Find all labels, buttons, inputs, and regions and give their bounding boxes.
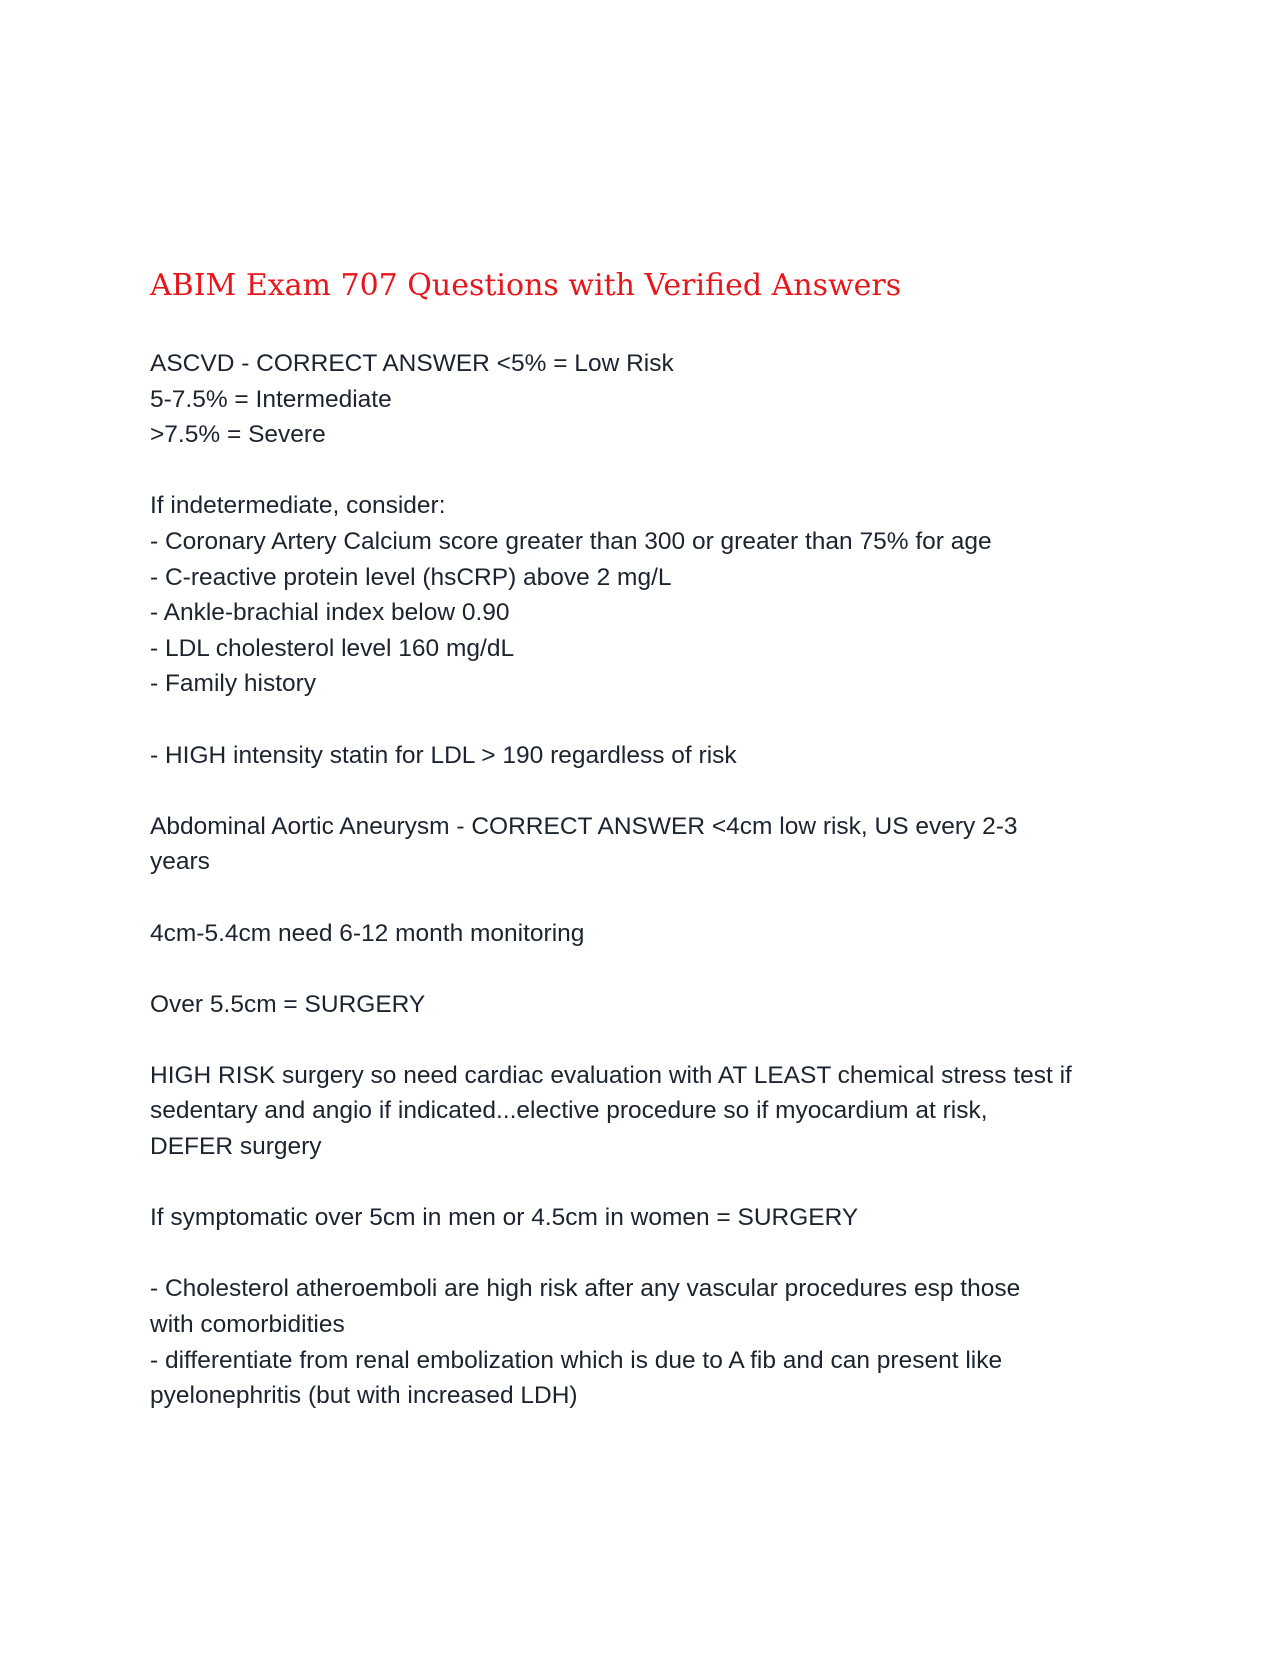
blank-line: [150, 773, 1140, 809]
text-line: Abdominal Aortic Aneurysm - CORRECT ANSWER <4cm low risk, US every 2-3: [150, 812, 1018, 840]
blank-line: [150, 880, 1140, 916]
document-body: [150, 346, 1140, 1414]
text-line: - C-reactive protein level (hsCRP) above 2 mg/L: [150, 563, 672, 591]
text-line: Over 5.5cm = SURGERY: [150, 990, 426, 1018]
text-line: - HIGH intensity statin for LDL > 190 regardless of risk: [150, 741, 737, 769]
text-line: - Coronary Artery Calcium score greater than 300 or greater than 75% for age: [150, 527, 992, 555]
text-line: 4cm-5.4cm need 6-12 month monitoring: [150, 919, 585, 947]
document-title: ABIM Exam 707 Questions with Verified Answers: [150, 268, 902, 303]
text-line: If indetermediate, consider:: [150, 492, 446, 520]
blank-line: [150, 453, 1140, 489]
blank-line: [150, 1236, 1140, 1272]
text-line: pyelonephritis (but with increased LDH): [150, 1382, 578, 1410]
text-line: with comorbidities: [150, 1311, 345, 1339]
text-line: sedentary and angio if indicated...elective procedure so if myocardium at risk,: [150, 1097, 988, 1125]
text-line: >7.5% = Severe: [150, 421, 326, 449]
blank-line: [150, 1022, 1140, 1058]
text-line: - differentiate from renal embolization which is due to A fib and can present like: [150, 1346, 1003, 1374]
text-line: ASCVD - CORRECT ANSWER <5% = Low Risk: [150, 350, 674, 377]
text-line: - Family history: [150, 670, 317, 698]
text-line: If symptomatic over 5cm in men or 4.5cm in women = SURGERY: [150, 1204, 859, 1232]
text-line: - LDL cholesterol level 160 mg/dL: [150, 634, 515, 662]
text-line: years: [150, 848, 210, 876]
text-line: - Cholesterol atheroemboli are high risk after any vascular procedures esp those: [150, 1275, 1021, 1303]
blank-line: [150, 1165, 1140, 1201]
blank-line: [150, 702, 1140, 738]
text-line: DEFER surgery: [150, 1133, 322, 1161]
text-line: HIGH RISK surgery so need cardiac evaluation with AT LEAST chemical stress test if: [150, 1061, 1072, 1089]
text-line: - Ankle-brachial index below 0.90: [150, 599, 510, 627]
text-line: 5-7.5% = Intermediate: [150, 385, 392, 413]
blank-line: [150, 951, 1140, 987]
